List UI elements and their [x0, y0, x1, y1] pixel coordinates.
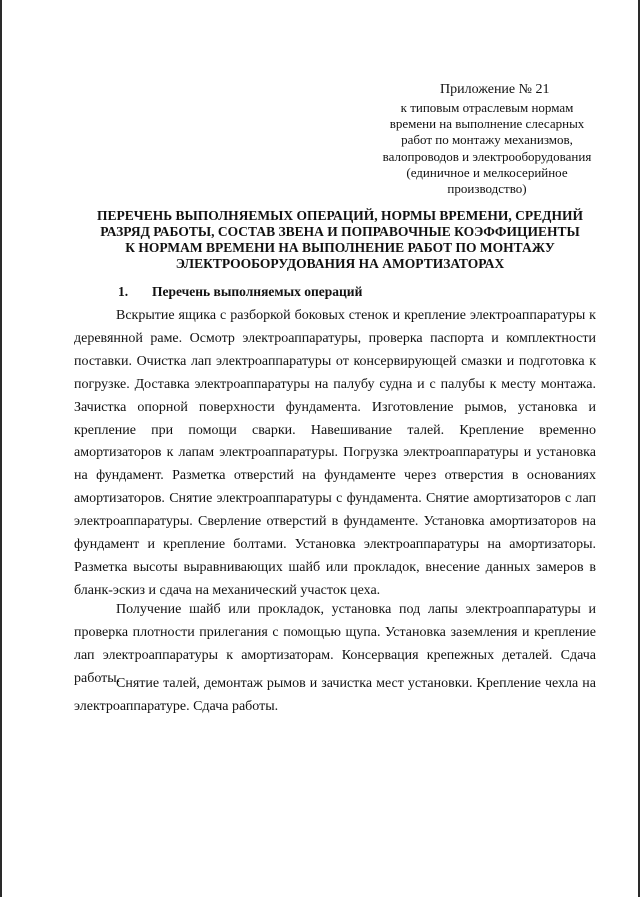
appendix-subtitle-line: (единичное и мелкосерийное [406, 164, 568, 180]
appendix-subtitle-line: времени на выполнение слесарных [389, 116, 585, 132]
document-title-line: ПЕРЕЧЕНЬ ВЫПОЛНЯЕМЫХ ОПЕРАЦИЙ, НОРМЫ ВРЕМЕНИ, СРЕДНИЙ [97, 208, 583, 223]
section-number: 1. [118, 284, 129, 299]
appendix-subtitle-line: валопроводов и электрооборудования [382, 148, 592, 164]
scan-edge-left [0, 0, 2, 897]
body-paragraph-1 [74, 305, 596, 603]
document-title-line: ЭЛЕКТРООБОРУДОВАНИЯ НА АМОРТИЗАТОРАХ [175, 256, 505, 271]
paragraph-text: Получение шайб или прокладок, установка под лапы электроаппаратуры и проверка плотности прилегания с помощью щупа. Установка заземления и крепление лап электроаппаратуры к амортизаторам. Консервация крепежных деталей. Сдача работы. [74, 602, 596, 686]
body-paragraph-3 [74, 673, 596, 719]
paragraph-text: Снятие талей, демонтаж рымов и зачистка мест установки. Крепление чехла на электроаппаратуре. Сдача работы. [74, 676, 596, 714]
appendix-subtitle-line: производство) [447, 181, 527, 197]
section-title: Перечень выполняемых операций [152, 284, 363, 299]
appendix-title: Приложение № 21 [440, 82, 550, 97]
document-title [90, 208, 590, 272]
appendix-subtitle-line: работ по монтажу механизмов, [401, 132, 573, 148]
appendix-subtitle-line: к типовым отраслевым нормам [400, 100, 574, 115]
paragraph-text: Вскрытие ящика с разборкой боковых стенок и крепление электроаппаратуры к деревянной раме. Осмотр электроаппаратуры, проверка паспорта и комплектности поставки. Очистка лап электроаппаратуры от консервирующей смазки и подготовка к погрузке. Доставка электроаппаратуры на палубу судна и с палубы к месту монтажа. Зачистка опорной поверхности фундамента. Изготовление рымов, установка и крепление при помощи сварки. Навешивание талей. Крепление временно амортизаторов к лапам электроаппаратуры. Погрузка электроаппаратуры и установка на фундамент. Разметка отверстий на фундаменте через отверстия в основаниях амортизаторов. Снятие электроаппаратуры с фундамента. Снятие амортизаторов с лап электроаппаратуры. Сверление отверстий в фундаменте. Установка амортизаторов на фундамент и крепление болтами. Установка электроаппаратуры на амортизаторы. Разметка высоты выравнивающих шайб или прокладок, внесение данных замеров в бланк-эскиз и сдача на механический участок цеха. [74, 308, 596, 598]
document-title-line: К НОРМАМ ВРЕМЕНИ НА ВЫПОЛНЕНИЕ РАБОТ ПО МОНТАЖУ [125, 240, 555, 255]
document-title-line: РАЗРЯД РАБОТЫ, СОСТАВ ЗВЕНА И ПОПРАВОЧНЫЕ КОЭФФИЦИЕНТЫ [100, 224, 580, 239]
appendix-subtitle [355, 100, 619, 197]
section-heading [118, 284, 362, 300]
